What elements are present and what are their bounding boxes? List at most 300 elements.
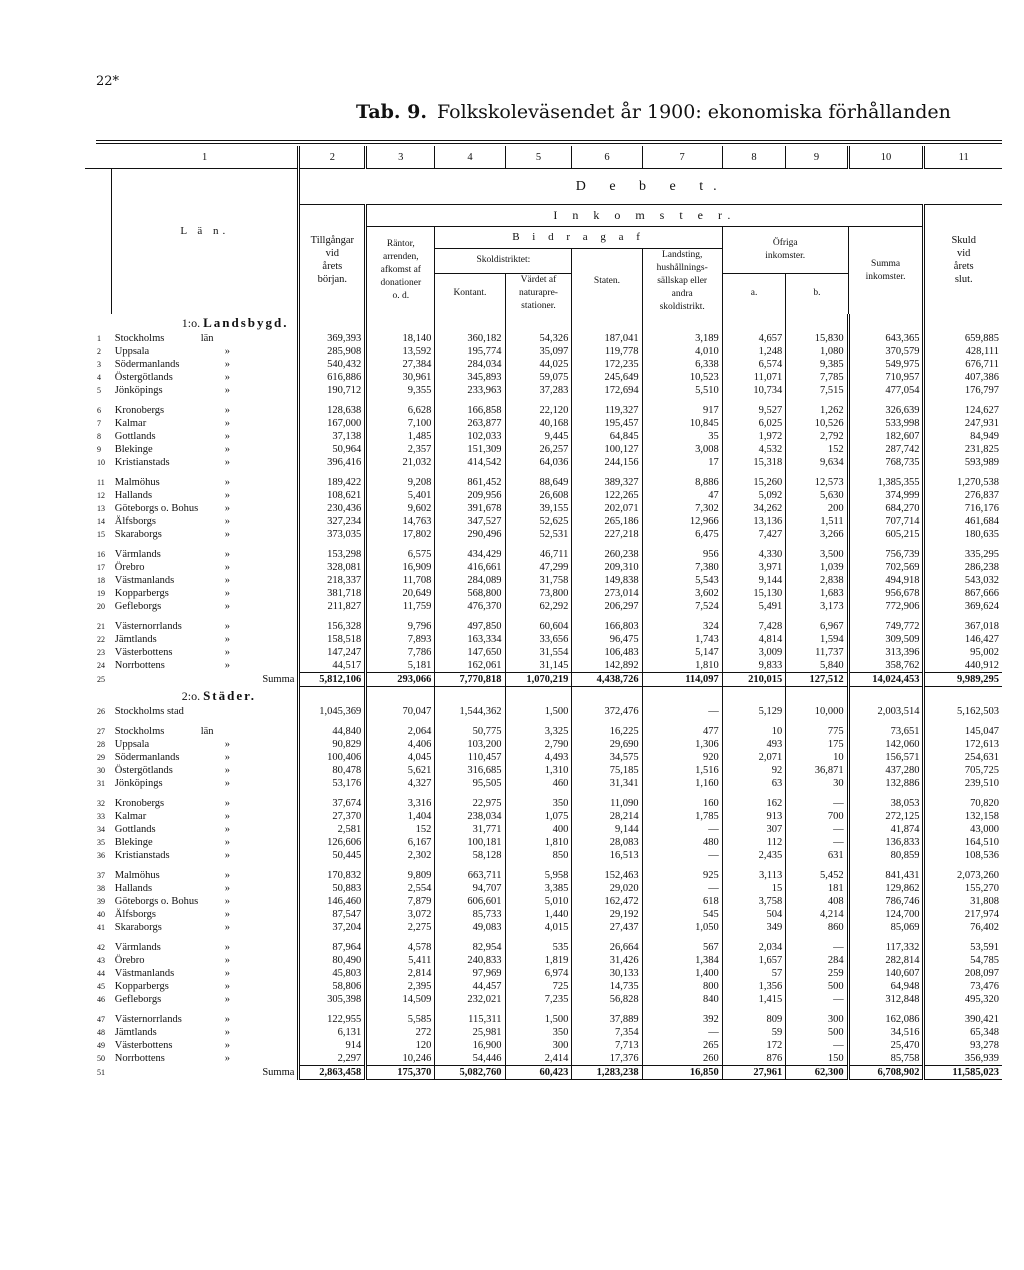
- county-cell: [112, 725, 299, 738]
- sum-label: Summa: [262, 674, 295, 685]
- value-cell: 7,302: [642, 502, 722, 515]
- value-cell: 643,365: [848, 332, 924, 345]
- value-cell: 59: [722, 1026, 786, 1039]
- county-name: Kronobergs: [114, 405, 165, 416]
- value-cell: 392: [642, 1013, 722, 1026]
- value-cell: 18,140: [366, 332, 435, 345]
- value-cell: 396,416: [299, 456, 366, 469]
- value-cell: 16,909: [366, 561, 435, 574]
- county-name: Norrbottens: [114, 660, 165, 672]
- value-cell: 54,785: [924, 954, 1002, 967]
- row-number: 20: [97, 602, 105, 611]
- colnum-5: 5: [505, 146, 572, 169]
- value-cell: 326,639: [848, 404, 924, 417]
- value-cell: 5,129: [722, 705, 786, 718]
- county-cell: [112, 646, 299, 659]
- value-cell: 227,218: [572, 528, 642, 541]
- county-cell: [112, 1052, 299, 1066]
- value-cell: 1,384: [642, 954, 722, 967]
- row-number: 43: [97, 956, 105, 965]
- value-cell: 17: [642, 456, 722, 469]
- value-cell: 85,758: [848, 1052, 924, 1066]
- value-cell: 1,050: [642, 921, 722, 934]
- value-cell: [572, 613, 642, 620]
- value-cell: 1,045,369: [299, 705, 366, 718]
- county-suffix: »: [224, 562, 230, 573]
- county-name: Gottlands: [114, 431, 156, 442]
- value-cell: 6,131: [299, 1026, 366, 1039]
- value-cell: 1,810: [642, 659, 722, 673]
- county-name: Gefleborgs: [114, 601, 162, 612]
- value-cell: 53,591: [924, 941, 1002, 954]
- section-label: 1:o.: [181, 316, 201, 330]
- value-cell: 476,370: [435, 600, 505, 613]
- value-cell: 80,478: [299, 764, 366, 777]
- skuld-header: Skuld vid årets slut.: [924, 205, 1002, 315]
- value-cell: 284: [786, 954, 848, 967]
- value-cell: 50,775: [435, 725, 505, 738]
- value-cell: 860: [786, 921, 848, 934]
- county-suffix: »: [224, 850, 230, 861]
- value-cell: [722, 718, 786, 725]
- county-suffix: »: [224, 896, 230, 907]
- sum-value: 9,989,295: [924, 673, 1002, 687]
- county-cell: [112, 738, 299, 751]
- county-name: Hallands: [114, 883, 153, 894]
- value-cell: 103,200: [435, 738, 505, 751]
- value-cell: 202,071: [572, 502, 642, 515]
- value-cell: 9,208: [366, 476, 435, 489]
- value-cell: 132,886: [848, 777, 924, 790]
- vardet-header: Värdet af naturapre- stationer.: [505, 273, 572, 314]
- value-cell: 414,542: [435, 456, 505, 469]
- value-cell: 54,326: [505, 332, 572, 345]
- county-suffix: »: [224, 824, 230, 835]
- value-cell: 367,018: [924, 620, 1002, 633]
- value-cell: 27,437: [572, 921, 642, 934]
- table-row: [85, 882, 1002, 895]
- value-cell: 290,496: [435, 528, 505, 541]
- county-cell: [112, 430, 299, 443]
- value-cell: 6,574: [722, 358, 786, 371]
- value-cell: 6,025: [722, 417, 786, 430]
- table-row: [85, 430, 1002, 443]
- value-cell: 62,292: [505, 600, 572, 613]
- value-cell: 3,189: [642, 332, 722, 345]
- county-cell: [112, 895, 299, 908]
- value-cell: 34,575: [572, 751, 642, 764]
- table-row: [85, 358, 1002, 371]
- row-number: 6: [97, 406, 101, 415]
- value-cell: 5,411: [366, 954, 435, 967]
- value-cell: 31,426: [572, 954, 642, 967]
- value-cell: 285,908: [299, 345, 366, 358]
- value-cell: 153,298: [299, 548, 366, 561]
- value-cell: —: [786, 836, 848, 849]
- skoldistriktet-header: Skoldistriktet:: [435, 249, 572, 274]
- sum-value: 16,850: [642, 1066, 722, 1080]
- row-number-cell: [85, 1006, 112, 1013]
- value-cell: [848, 613, 924, 620]
- row-number: 29: [97, 753, 105, 762]
- value-cell: 2,414: [505, 1052, 572, 1066]
- county-cell: [112, 417, 299, 430]
- row-number: 1: [97, 334, 101, 343]
- county-cell: [112, 869, 299, 882]
- value-cell: 232,021: [435, 993, 505, 1006]
- value-cell: [786, 469, 848, 476]
- row-number: 36: [97, 851, 105, 860]
- county-name: Älfsborgs: [114, 516, 156, 527]
- row-number: 5: [97, 386, 101, 395]
- value-cell: 162,472: [572, 895, 642, 908]
- table-row: [85, 548, 1002, 561]
- label-cell: [112, 613, 299, 620]
- value-cell: 31,808: [924, 895, 1002, 908]
- table-row: [85, 443, 1002, 456]
- value-cell: [505, 718, 572, 725]
- value-cell: 39,155: [505, 502, 572, 515]
- group-spacer: [85, 541, 1002, 548]
- value-cell: 233,963: [435, 384, 505, 397]
- value-cell: [848, 469, 924, 476]
- value-cell: 3,008: [642, 443, 722, 456]
- county-name: Stockholms: [114, 726, 165, 737]
- value-cell: 106,483: [572, 646, 642, 659]
- value-cell: 108,536: [924, 849, 1002, 862]
- value-cell: [299, 314, 366, 332]
- value-cell: 535: [505, 941, 572, 954]
- row-number: 4: [97, 373, 101, 382]
- tillgangar-header: Tillgångar vid årets början.: [299, 205, 366, 315]
- value-cell: 494,918: [848, 574, 924, 587]
- county-name: Hallands: [114, 490, 153, 501]
- value-cell: 6,575: [366, 548, 435, 561]
- value-cell: 211,827: [299, 600, 366, 613]
- colnum-8: 8: [722, 146, 786, 169]
- sum-value: 60,423: [505, 1066, 572, 1080]
- county-suffix: »: [224, 922, 230, 933]
- value-cell: 1,683: [786, 587, 848, 600]
- value-cell: 60,604: [505, 620, 572, 633]
- value-cell: 152,463: [572, 869, 642, 882]
- county-suffix: »: [224, 811, 230, 822]
- value-cell: [848, 687, 924, 706]
- value-cell: 245,649: [572, 371, 642, 384]
- value-cell: 26,664: [572, 941, 642, 954]
- value-cell: 115,311: [435, 1013, 505, 1026]
- value-cell: [722, 1006, 786, 1013]
- sum-value: 175,370: [366, 1066, 435, 1080]
- value-cell: [722, 397, 786, 404]
- value-cell: 57: [722, 967, 786, 980]
- county-suffix: »: [224, 575, 230, 586]
- value-cell: 172: [722, 1039, 786, 1052]
- value-cell: 2,838: [786, 574, 848, 587]
- value-cell: [924, 790, 1002, 797]
- value-cell: 44,840: [299, 725, 366, 738]
- county-name: Västerbottens: [114, 647, 173, 658]
- row-number: 14: [97, 517, 105, 526]
- value-cell: [924, 862, 1002, 869]
- value-cell: [722, 469, 786, 476]
- value-cell: 29,020: [572, 882, 642, 895]
- value-cell: 64,036: [505, 456, 572, 469]
- value-cell: [572, 934, 642, 941]
- value-cell: 307: [722, 823, 786, 836]
- county-suffix: »: [224, 1014, 230, 1025]
- value-cell: 2,297: [299, 1052, 366, 1066]
- value-cell: 390,421: [924, 1013, 1002, 1026]
- value-cell: 372,476: [572, 705, 642, 718]
- value-cell: 254,631: [924, 751, 1002, 764]
- value-cell: 9,809: [366, 869, 435, 882]
- value-cell: 461,684: [924, 515, 1002, 528]
- county-suffix: »: [224, 660, 230, 672]
- value-cell: 28,214: [572, 810, 642, 823]
- value-cell: 1,511: [786, 515, 848, 528]
- value-cell: 5,510: [642, 384, 722, 397]
- value-cell: 1,516: [642, 764, 722, 777]
- value-cell: 94,707: [435, 882, 505, 895]
- value-cell: 312,848: [848, 993, 924, 1006]
- value-cell: 190,712: [299, 384, 366, 397]
- value-cell: 47: [642, 489, 722, 502]
- county-suffix: »: [224, 1053, 230, 1065]
- value-cell: 7,100: [366, 417, 435, 430]
- table-row: [85, 705, 1002, 718]
- value-cell: [366, 613, 435, 620]
- value-cell: 4,578: [366, 941, 435, 954]
- value-cell: 920: [642, 751, 722, 764]
- value-cell: 1,743: [642, 633, 722, 646]
- value-cell: 65,348: [924, 1026, 1002, 1039]
- county-suffix: »: [224, 968, 230, 979]
- value-cell: —: [642, 882, 722, 895]
- value-cell: 5,452: [786, 869, 848, 882]
- top-rule: [96, 140, 1002, 141]
- label-cell: [112, 934, 299, 941]
- value-cell: [924, 397, 1002, 404]
- value-cell: [366, 541, 435, 548]
- value-cell: 2,554: [366, 882, 435, 895]
- table-row: [85, 659, 1002, 673]
- table-row: [85, 777, 1002, 790]
- value-cell: [435, 718, 505, 725]
- value-cell: 15: [722, 882, 786, 895]
- table-row: [85, 633, 1002, 646]
- value-cell: 112: [722, 836, 786, 849]
- value-cell: 10,845: [642, 417, 722, 430]
- county-suffix: »: [224, 346, 230, 357]
- row-number: 44: [97, 969, 105, 978]
- value-cell: 568,800: [435, 587, 505, 600]
- value-cell: 209,956: [435, 489, 505, 502]
- row-number-cell: [85, 541, 112, 548]
- value-cell: 477,054: [848, 384, 924, 397]
- value-cell: [848, 718, 924, 725]
- county-name: Jämtlands: [114, 1027, 157, 1038]
- value-cell: [642, 469, 722, 476]
- value-cell: [722, 790, 786, 797]
- value-cell: 14,735: [572, 980, 642, 993]
- value-cell: 6,974: [505, 967, 572, 980]
- value-cell: 85,069: [848, 921, 924, 934]
- value-cell: 800: [642, 980, 722, 993]
- county-cell: [112, 1039, 299, 1052]
- value-cell: 6,475: [642, 528, 722, 541]
- county-name: Kristianstads: [114, 850, 170, 861]
- value-cell: 21,032: [366, 456, 435, 469]
- value-cell: 230,436: [299, 502, 366, 515]
- county-name: Uppsala: [114, 739, 150, 750]
- table-row: [85, 1052, 1002, 1066]
- value-cell: [505, 934, 572, 941]
- value-cell: 7,879: [366, 895, 435, 908]
- county-suffix: »: [224, 994, 230, 1005]
- county-cell: [112, 561, 299, 574]
- value-cell: 120: [366, 1039, 435, 1052]
- section-heading-row: [85, 314, 1002, 332]
- table-title: Folkskoleväsendet år 1900: ekonomiska förhållanden: [436, 101, 951, 123]
- value-cell: 146,460: [299, 895, 366, 908]
- value-cell: 350: [505, 1026, 572, 1039]
- value-cell: 593,989: [924, 456, 1002, 469]
- value-cell: 93,278: [924, 1039, 1002, 1052]
- value-cell: 117,332: [848, 941, 924, 954]
- table-row: [85, 1039, 1002, 1052]
- row-number: 28: [97, 740, 105, 749]
- value-cell: 956,678: [848, 587, 924, 600]
- row-number: 2: [97, 347, 101, 356]
- table-row: [85, 823, 1002, 836]
- value-cell: 11,708: [366, 574, 435, 587]
- value-cell: 136,833: [848, 836, 924, 849]
- county-suffix: »: [224, 1040, 230, 1051]
- summa-header: Summa inkomster.: [848, 227, 924, 315]
- value-cell: 164,510: [924, 836, 1002, 849]
- value-cell: —: [786, 941, 848, 954]
- value-cell: 309,509: [848, 633, 924, 646]
- row-number: 19: [97, 589, 105, 598]
- value-cell: 5,010: [505, 895, 572, 908]
- value-cell: 37,674: [299, 797, 366, 810]
- table-row: [85, 600, 1002, 613]
- value-cell: [366, 718, 435, 725]
- county-name: Uppsala: [114, 346, 150, 357]
- label-cell: [112, 541, 299, 548]
- value-cell: [505, 862, 572, 869]
- value-cell: 102,033: [435, 430, 505, 443]
- table-row: [85, 456, 1002, 469]
- value-cell: [786, 934, 848, 941]
- table-row: [85, 764, 1002, 777]
- value-cell: 100,127: [572, 443, 642, 456]
- value-cell: 5,147: [642, 646, 722, 659]
- county-cell: [112, 797, 299, 810]
- value-cell: [299, 469, 366, 476]
- value-cell: 152: [786, 443, 848, 456]
- value-cell: [299, 1006, 366, 1013]
- row-number: 51: [97, 1068, 105, 1077]
- value-cell: 37,283: [505, 384, 572, 397]
- value-cell: 11,737: [786, 646, 848, 659]
- county-name: Jönköpings: [114, 778, 163, 789]
- value-cell: 7,786: [366, 646, 435, 659]
- page-title: [356, 101, 951, 123]
- section-name: Landsbygd.: [203, 315, 289, 330]
- value-cell: 75,185: [572, 764, 642, 777]
- county-cell: [112, 1026, 299, 1039]
- value-cell: 440,912: [924, 659, 1002, 673]
- value-cell: 2,357: [366, 443, 435, 456]
- county-suffix: »: [224, 752, 230, 763]
- value-cell: 9,144: [572, 823, 642, 836]
- value-cell: [366, 790, 435, 797]
- value-cell: [924, 314, 1002, 332]
- value-cell: 6,967: [786, 620, 848, 633]
- value-cell: 29,192: [572, 908, 642, 921]
- county-suffix: »: [224, 372, 230, 383]
- value-cell: 260: [642, 1052, 722, 1066]
- table-row: [85, 810, 1002, 823]
- value-cell: [572, 790, 642, 797]
- county-cell: [112, 404, 299, 417]
- value-cell: 50,445: [299, 849, 366, 862]
- label-cell: [112, 1006, 299, 1013]
- county-suffix: »: [224, 359, 230, 370]
- value-cell: 408: [786, 895, 848, 908]
- value-cell: 3,009: [722, 646, 786, 659]
- value-cell: 540,432: [299, 358, 366, 371]
- sum-value: 4,438,726: [572, 673, 642, 687]
- county-cell: [112, 882, 299, 895]
- value-cell: 477: [642, 725, 722, 738]
- county-name: Örebro: [114, 562, 145, 573]
- value-cell: 15,830: [786, 332, 848, 345]
- value-cell: 374,999: [848, 489, 924, 502]
- value-cell: 1,039: [786, 561, 848, 574]
- value-cell: 84,949: [924, 430, 1002, 443]
- value-cell: 276,837: [924, 489, 1002, 502]
- table-row: [85, 587, 1002, 600]
- row-number: 49: [97, 1041, 105, 1050]
- row-number-cell: [85, 718, 112, 725]
- value-cell: 22,120: [505, 404, 572, 417]
- value-cell: [366, 1006, 435, 1013]
- colnum-11: 11: [924, 146, 1002, 169]
- value-cell: 100,181: [435, 836, 505, 849]
- value-cell: 2,792: [786, 430, 848, 443]
- value-cell: 3,500: [786, 548, 848, 561]
- value-cell: 305,398: [299, 993, 366, 1006]
- row-number: 48: [97, 1028, 105, 1037]
- table-row: [85, 1013, 1002, 1026]
- table-row: [85, 332, 1002, 345]
- value-cell: 9,355: [366, 384, 435, 397]
- county-suffix: »: [224, 621, 230, 632]
- value-cell: 5,092: [722, 489, 786, 502]
- value-cell: 284,089: [435, 574, 505, 587]
- value-cell: 35: [642, 430, 722, 443]
- value-cell: 867,666: [924, 587, 1002, 600]
- county-suffix: »: [224, 385, 230, 396]
- value-cell: 15,260: [722, 476, 786, 489]
- value-cell: 504: [722, 908, 786, 921]
- value-cell: 140,607: [848, 967, 924, 980]
- county-name: Värmlands: [114, 549, 161, 560]
- value-cell: [848, 541, 924, 548]
